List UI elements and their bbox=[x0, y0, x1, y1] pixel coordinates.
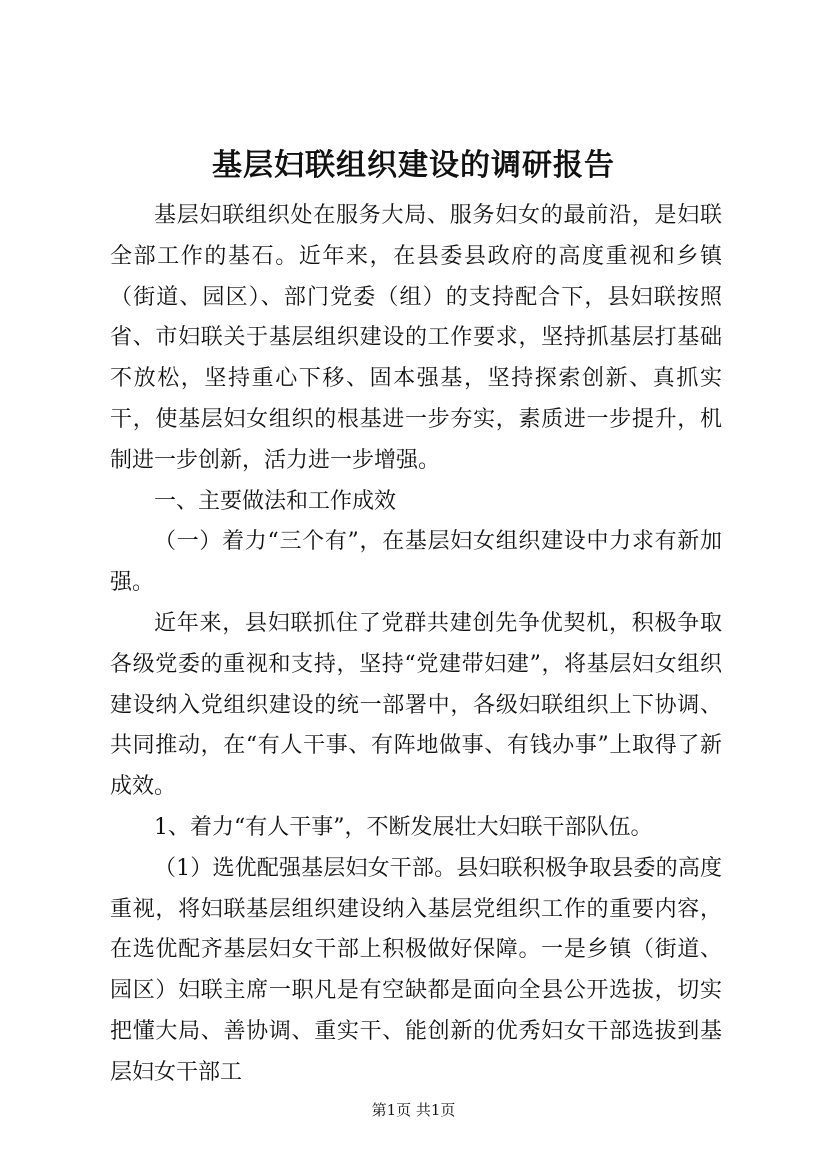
page-number-footer: 第1页 共1页 bbox=[371, 1101, 456, 1119]
point-heading: 1、着力“有人干事”，不断发展壮大妇联干部队伍。 bbox=[154, 814, 653, 840]
intro-paragraph: 基层妇联组织处在服务大局、服务妇女的最前沿，是妇联全部工作的基石。近年来，在县委县政府的高度重视和乡镇（街道、园区）、部门党委（组）的支持配合下，县妇联按照省、市妇联关于基层组织建设的工作要求，坚持抓基层打基础不放松，坚持重心下移、固本强基，坚持探索创新、真抓实干，使基层妇女组织的根基进一步夯实，素质进一步提升，机制进一步创新，活力进一步增强。 bbox=[110, 203, 722, 473]
section-heading: 一、主要做法和工作成效 bbox=[154, 488, 397, 514]
subsection-heading: （一）着力“三个有”，在基层妇女组织建设中力求有新加强。 bbox=[110, 529, 722, 596]
body-paragraph: 近年来，县妇联抓住了党群共建创先争优契机，积极争取各级党委的重视和支持，坚持“党建带妇建”，将基层妇女组织建设纳入党组织建设的统一部署中，各级妇联组织上下协调、共同推动，在“有人干事、有阵地做事、有钱办事”上取得了新成效。 bbox=[110, 610, 722, 800]
detail-paragraph: （1）选优配强基层妇女干部。县妇联积极争取县委的高度重视，将妇联基层组织建设纳入基层党组织工作的重要内容，在选优配齐基层妇女干部上积极做好保障。一是乡镇（街道、园区）妇联主席一职凡是有空缺都是面向全县公开选拔，切实把懂大局、善协调、重实干、能创新的优秀妇女干部选拔到基层妇女干部工 bbox=[110, 855, 722, 1085]
document-title: 基层妇联组织建设的调研报告 bbox=[212, 148, 615, 183]
document-body bbox=[110, 196, 722, 1094]
